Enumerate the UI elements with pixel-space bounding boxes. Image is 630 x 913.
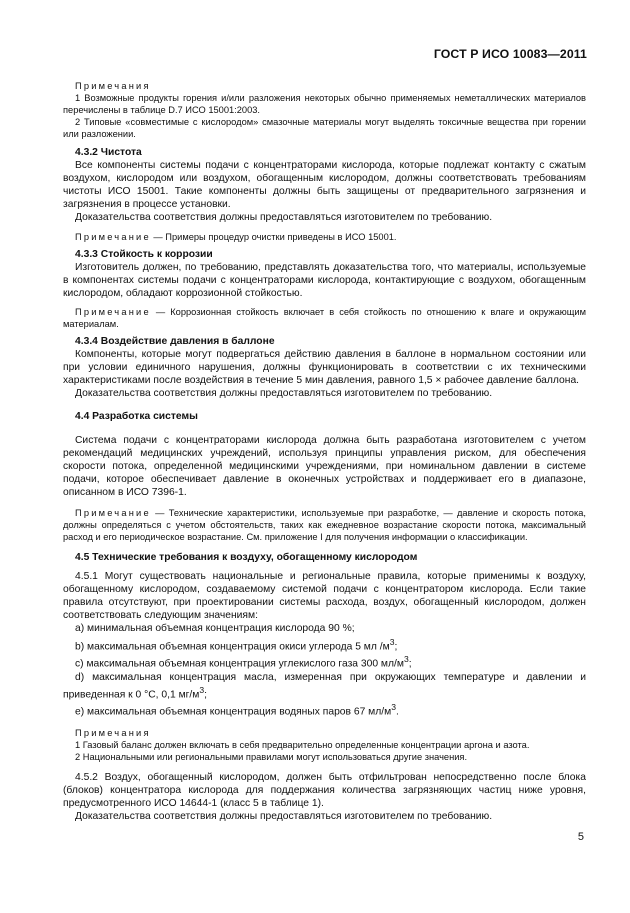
- list-item-d: d) максимальная концентрация масла, измеренная при окружающих температуре и давлении и приведенная к 0 °C, 0,1 $мг/м^3$;: [63, 671, 586, 701]
- note-1: 1 Возможные продукты горения и/или разложения некоторых обычно применяемых неметаллических материалов перечислены в таблице D.7 ИСО 15001:2003.: [63, 93, 586, 115]
- heading-4-3-4: 4.3.4 Воздействие давления в баллоне: [75, 335, 275, 347]
- note-text: — Технические характеристики, используемые при разработке, — давление и скорость потока, должны определяться с учетом обстоятельств, таких как ежедневное возрастание скорости потока, максимальный расход и его периодическое возрастание. См. приложение I для получения информации о классификации.: [63, 507, 586, 542]
- note-label: Примечание: [75, 507, 151, 518]
- list-item-b: b) максимальная объемная концентрация окиси углерода 5 мл $/м^3$;: [75, 636, 398, 652]
- paragraph: Доказательства соответствия должны предоставляться изготовителем по требованию.: [75, 388, 493, 400]
- page-number: 5: [577, 831, 584, 843]
- heading-4-4: 4.4 Разработка системы: [75, 411, 198, 423]
- paragraph: Все компоненты системы подачи с концентраторами кислорода, которые подлежат контакту с сжатым воздухом, кислородом или воздухом, обогащенным кислородом, должны соответствовать требованиям чистоты ИСО 15001. Такие компоненты должны быть защищены от предварительного загрязнения и загрязнения в процессе установки.: [63, 160, 586, 211]
- paragraph: Компоненты, которые могут подвергаться действию давления в баллоне в нормальном состоянии или при условии единичного нарушения, должны функционировать в соответствии с их техническими характеристиками после воздействия в течение 5 мин давления, равного 1,5 × рабочее давление баллона.: [63, 349, 586, 387]
- document-header: ГОСТ Р ИСО 10083—2011: [433, 47, 587, 61]
- note-label: Примечание: [75, 231, 151, 242]
- note-text: — Коррозионная стойкость включает в себя стойкость по отношению к влаге и окружающим материалам.: [63, 306, 586, 329]
- list-item-e: e) максимальная объемная концентрация водяных паров 67 $мл/м^3$.: [75, 702, 399, 718]
- note-text: — Примеры процедур очистки приведены в ИСО 15001.: [150, 231, 397, 242]
- note-2: 2 Типовые «совместимые с кислородом» смазочные материалы могут выделять токсичные вещества при горении или разложении.: [63, 117, 586, 139]
- notes-title: Примечания: [75, 727, 151, 738]
- note-1: 1 Газовый баланс должен включать в себя предварительно определенные концентрации аргона и азота.: [75, 739, 530, 750]
- page-body: [63, 80, 586, 823]
- note: [63, 507, 586, 543]
- list-item-a: a) минимальная объемная концентрация кислорода 90 %;: [75, 623, 355, 635]
- paragraph: Система подачи с концентраторами кислорода должна быть разработана изготовителем с учетом рекомендаций медицинских учреждений, используя принципы управления риском, для обеспечения скорости потока, определенной медицинскими учреждениями, при номинальном давлении в системе подачи, которое обеспечивает давление в оконечных устройствах и поддерживает его в диапазоне, описанном в ИСО 7396-1.: [63, 434, 586, 498]
- note-2: 2 Национальными или региональными правилами могут использоваться другие значения.: [75, 751, 468, 762]
- note-label: Примечание: [75, 306, 151, 317]
- list-item-c: c) максимальная объемная концентрация углекислого газа 300 $мл/м^3$;: [75, 654, 412, 670]
- paragraph: Доказательства соответствия должны предоставляться изготовителем по требованию.: [75, 212, 493, 224]
- note: [63, 306, 586, 330]
- paragraph: 4.5.2 Воздух, обогащенный кислородом, должен быть отфильтрован непосредственно после блока (блоков) концентратора кислорода для поддержания количества загрязняющих частиц ниже уровня, предусмотренного ИСО 14644-1 (класс 5 в таблице 1).: [63, 771, 586, 809]
- paragraph: 4.5.1 Могут существовать национальные и региональные правила, которые применимы к воздуху, обогащенному кислородом, создаваемому системой подачи с концентратором кислорода. Если такие правила отсутствуют, при проектировании системы расхода, воздух, обогащенный кислородом, должен соответствовать следующим значениям:: [63, 571, 586, 622]
- notes-title: Примечания: [75, 81, 151, 91]
- note: [63, 231, 586, 243]
- heading-4-3-3: 4.3.3 Стойкость к коррозии: [75, 248, 213, 260]
- heading-4-3-2: 4.3.2 Чистота: [75, 147, 142, 158]
- heading-4-5: 4.5 Технические требования к воздуху, обогащенному кислородом: [75, 551, 418, 563]
- paragraph: Доказательства соответствия должны предоставляться изготовителем по требованию.: [75, 810, 493, 822]
- paragraph: Изготовитель должен, по требованию, представлять доказательства того, что материалы, используемые в компонентах системы подачи с концентраторами кислорода, контактирующие с воздухом, обогащенным кислородом, обладают коррозионной стойкостью.: [63, 261, 586, 299]
